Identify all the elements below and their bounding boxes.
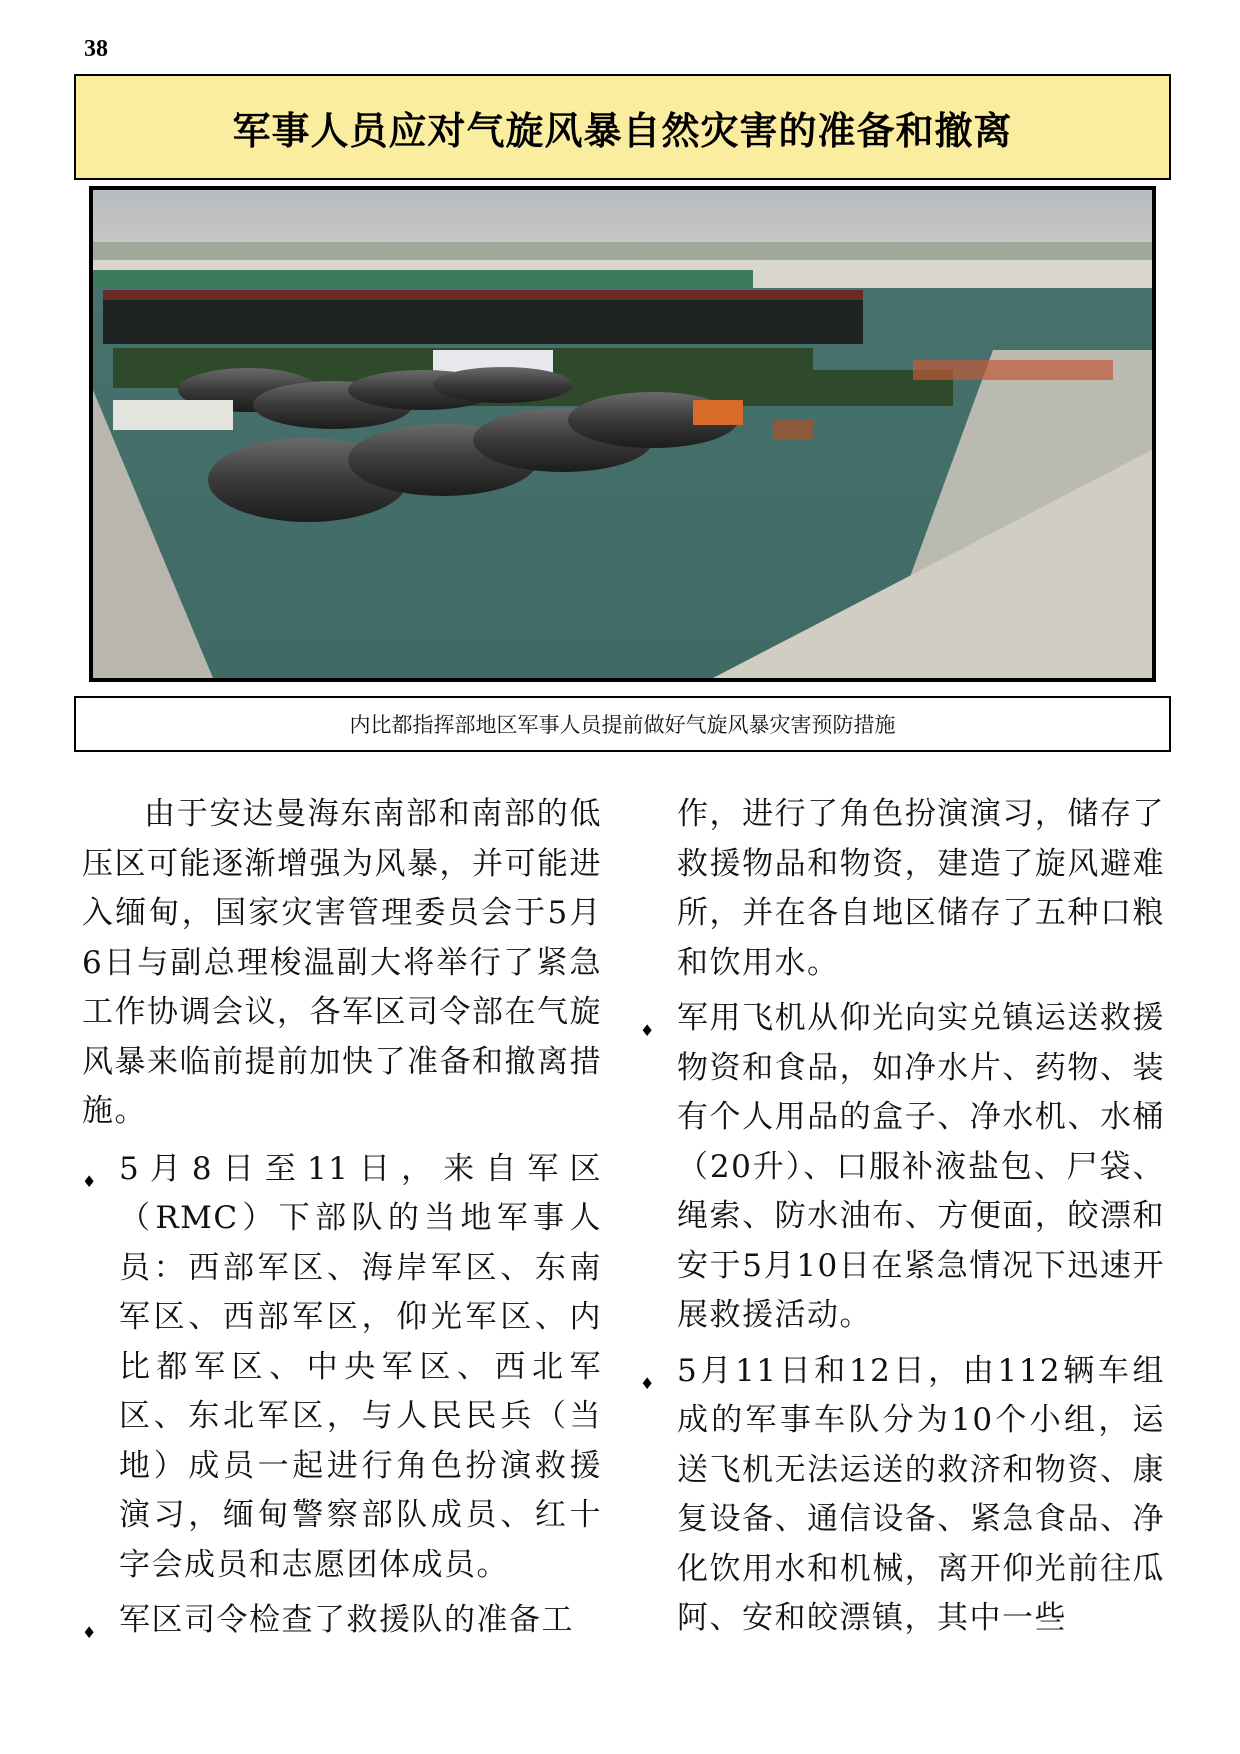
bullet-icon (640, 1347, 656, 1397)
list-item (640, 994, 1165, 1341)
intro-paragraph: 由于安达曼海东南部和南部的低压区可能逐渐增强为风暴，并可能进入缅甸，国家灾害管理委员会于5月6日与副总理梭温副大将举行了紧急工作协调会议，各军区司令部在气旋风暴来临前提前加快了准备和撤离措施。 (82, 796, 602, 1129)
list-item-text: 军用飞机从仰光向实兑镇运送救援物资和食品，如净水片、药物、装有个人用品的盒子、净水机、水桶（20升）、口服补液盐包、尸袋、绳索、防水油布、方便面，皎漂和安于5月10日在紧急情况下迅速开展救援活动。 (677, 1000, 1165, 1333)
list-item-text: 军区司令检查了救援队的准备工 (119, 1602, 574, 1638)
page-title: 军事人员应对气旋风暴自然灾害的准备和撤离 (232, 108, 1013, 153)
page-number: 38 (84, 36, 108, 62)
bullet-icon (82, 1145, 98, 1195)
left-column (82, 790, 602, 1652)
title-banner (74, 74, 1171, 180)
right-column (640, 790, 1165, 1650)
photo-illustration (93, 190, 1152, 678)
photo-caption: 内比都指挥部地区军事人员提前做好气旋风暴灾害预防措施 (349, 713, 896, 737)
caption-box (74, 696, 1171, 752)
list-item-text: 作，进行了角色扮演演习，储存了救援物品和物资，建造了旋风避难所，并在各自地区储存了五种口粮和饮用水。 (677, 796, 1165, 981)
list-item-text: 5月8日至11日，来自军区（RMC）下部队的当地军事人员：西部军区、海岸军区、东南军区、西部军区，仰光军区、内比都军区、中央军区、西北军区、东北军区，与人民民兵（当地）成员一起进行角色扮演救援演习，缅甸警察部队成员、红十字会成员和志愿团体成员。 (119, 1150, 602, 1583)
list-item (82, 1596, 602, 1646)
bullet-icon (640, 994, 656, 1044)
list-item-text: 5月11日和12日，由112辆车组成的军事车队分为10个小组，运送飞机无法运送的救济和物资、康复设备、通信设备、紧急食品、净化饮用水和机械，离开仰光前往瓜阿、安和皎漂镇，其中一些 (677, 1352, 1165, 1636)
list-item-continued (640, 790, 1165, 988)
bullet-icon (82, 1596, 98, 1646)
list-item (640, 1347, 1165, 1644)
list-item (82, 1145, 602, 1591)
photo (89, 186, 1156, 682)
